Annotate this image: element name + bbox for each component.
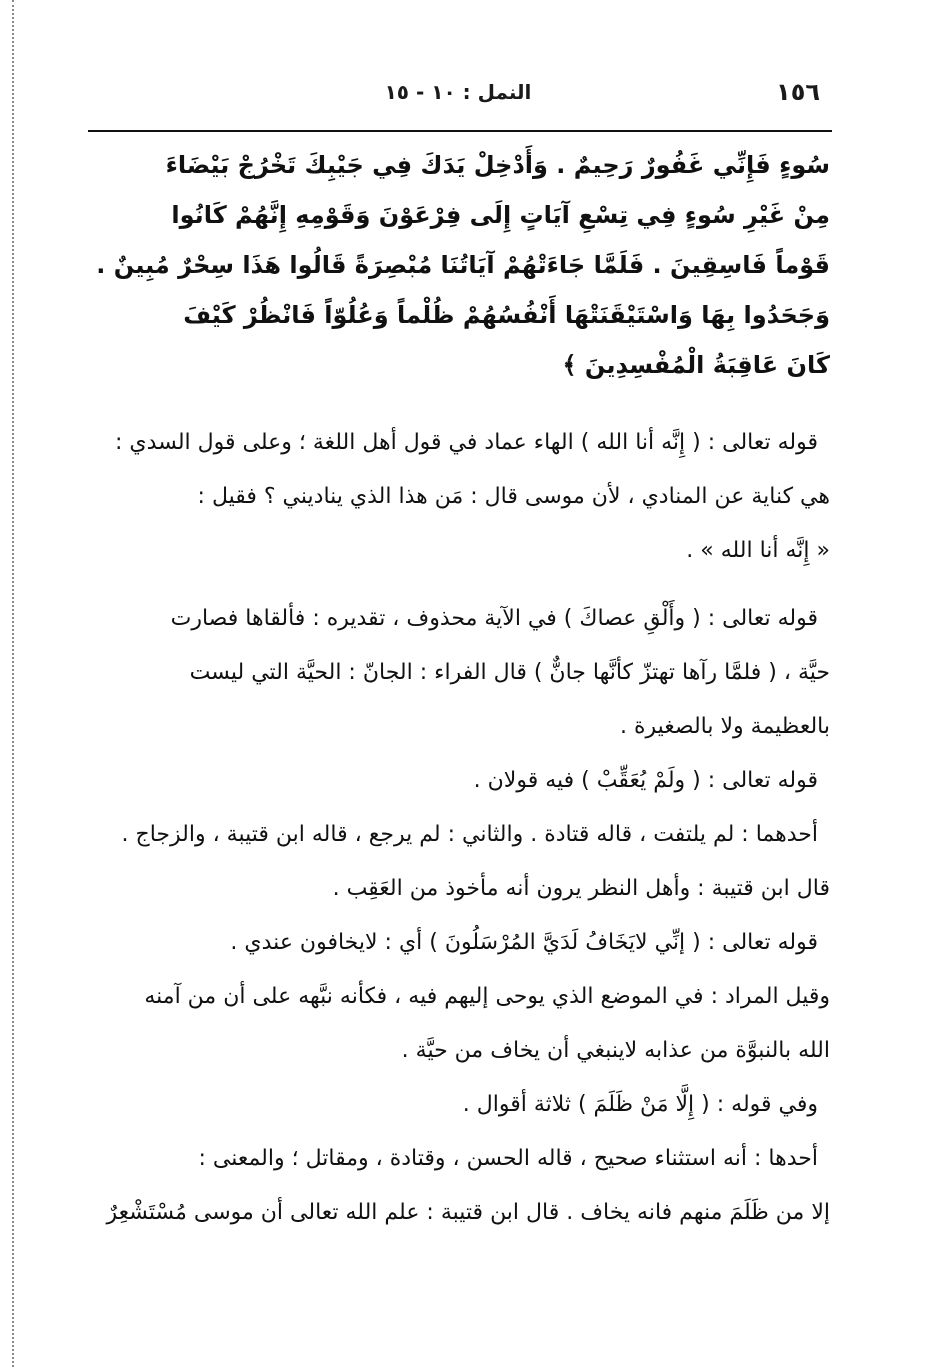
quran-verse-block <box>96 140 830 390</box>
verse-line: قَوْماً فَاسِقِينَ . فَلَمَّا جَاءَتْهُمْ آيَاتُنَا مُبْصِرَةً قَالُوا هَذَا سِحْرٌ مُبِينٌ . <box>96 251 830 279</box>
commentary-line: هي كناية عن المنادي ، لأن موسى قال : مَن هذا الذي يناديني ؟ فقيل : <box>197 484 830 509</box>
commentary-line: حيَّة ، ( فلمَّا رآها تهتزّ كأنَّها جانٌّ ) قال الفراء : الجانّ : الحيَّة التي ليست <box>189 660 830 685</box>
commentary-line: قوله تعالى : ( إنِّي لايَخَافُ لَدَيَّ المُرْسَلُونَ ) أي : لايخافون عندي . <box>230 930 818 955</box>
commentary-paragraph <box>96 808 830 916</box>
commentary-line: إلا من ظَلَمَ منهم فانه يخاف . قال ابن قتيبة : علم الله تعالى أن موسى مُسْتَشْعِرٌ <box>106 1200 830 1225</box>
commentary-line: قوله تعالى : ( ولَمْ يُعَقِّبْ ) فيه قولان . <box>473 768 818 793</box>
commentary-line: وفي قوله : ( إِلَّا مَنْ ظَلَمَ ) ثلاثة أقوال . <box>462 1092 818 1117</box>
commentary-line: بالعظيمة ولا بالصغيرة . <box>619 714 830 739</box>
commentary-paragraph <box>96 592 830 754</box>
page-body <box>96 140 830 1240</box>
commentary-line: قال ابن قتيبة : وأهل النظر يرون أنه مأخوذ من العَقِب . <box>332 876 830 901</box>
running-head: النمل : ١٠ - ١٥ <box>384 80 532 104</box>
commentary-line: قوله تعالى : ( إِنَّه أنا الله ) الهاء عماد في قول أهل اللغة ؛ وعلى قول السدي : <box>115 430 818 455</box>
commentary-paragraph <box>96 1132 830 1240</box>
commentary-paragraph <box>96 916 830 1078</box>
commentary-line: أحدهما : لم يلتفت ، قاله قتادة . والثاني : لم يرجع ، قاله ابن قتيبة ، والزجاج . <box>121 822 818 847</box>
commentary-line: قوله تعالى : ( وأَلْقِ عصاكَ ) في الآية محذوف ، تقديره : فألقاها فصارت <box>170 606 818 631</box>
verse-line: مِنْ غَيْرِ سُوءٍ فِي تِسْعِ آيَاتٍ إِلَى فِرْعَوْنَ وَقَوْمِهِ إِنَّهُمْ كَانُوا <box>171 201 830 229</box>
page-header <box>90 78 826 118</box>
header-rule <box>88 130 832 132</box>
commentary-line: أحدها : أنه استثناء صحيح ، قاله الحسن ، وقتادة ، ومقاتل ؛ والمعنى : <box>198 1146 818 1171</box>
commentary-paragraph <box>96 754 830 808</box>
commentary-paragraph <box>96 416 830 578</box>
commentary-line: وقيل المراد : في الموضع الذي يوحى إليهم فيه ، فكأنه نبَّهه على أن من آمنه <box>144 984 830 1009</box>
commentary-paragraph <box>96 1078 830 1132</box>
page-number: ١٥٦ <box>776 78 820 106</box>
verse-line: سُوءٍ فَإِنِّي غَفُورٌ رَحِيمٌ . وَأَدْخِلْ يَدَكَ فِي جَيْبِكَ تَخْرُجْ بَيْضَاءَ <box>165 151 830 179</box>
page-edge-dots <box>12 0 14 1367</box>
verse-line: كَانَ عَاقِبَةُ الْمُفْسِدِينَ ﴾ <box>562 351 830 379</box>
commentary-block <box>96 416 830 1240</box>
verse-line: وَجَحَدُوا بِهَا وَاسْتَيْقَنَتْهَا أَنْفُسُهُمْ ظُلْماً وَعُلُوّاً فَانْظُرْ كَيْفَ <box>183 301 830 329</box>
commentary-line: الله بالنبوَّة من عذابه لاينبغي أن يخاف من حيَّة . <box>401 1038 830 1063</box>
commentary-line: « إِنَّه أنا الله » . <box>686 538 830 563</box>
